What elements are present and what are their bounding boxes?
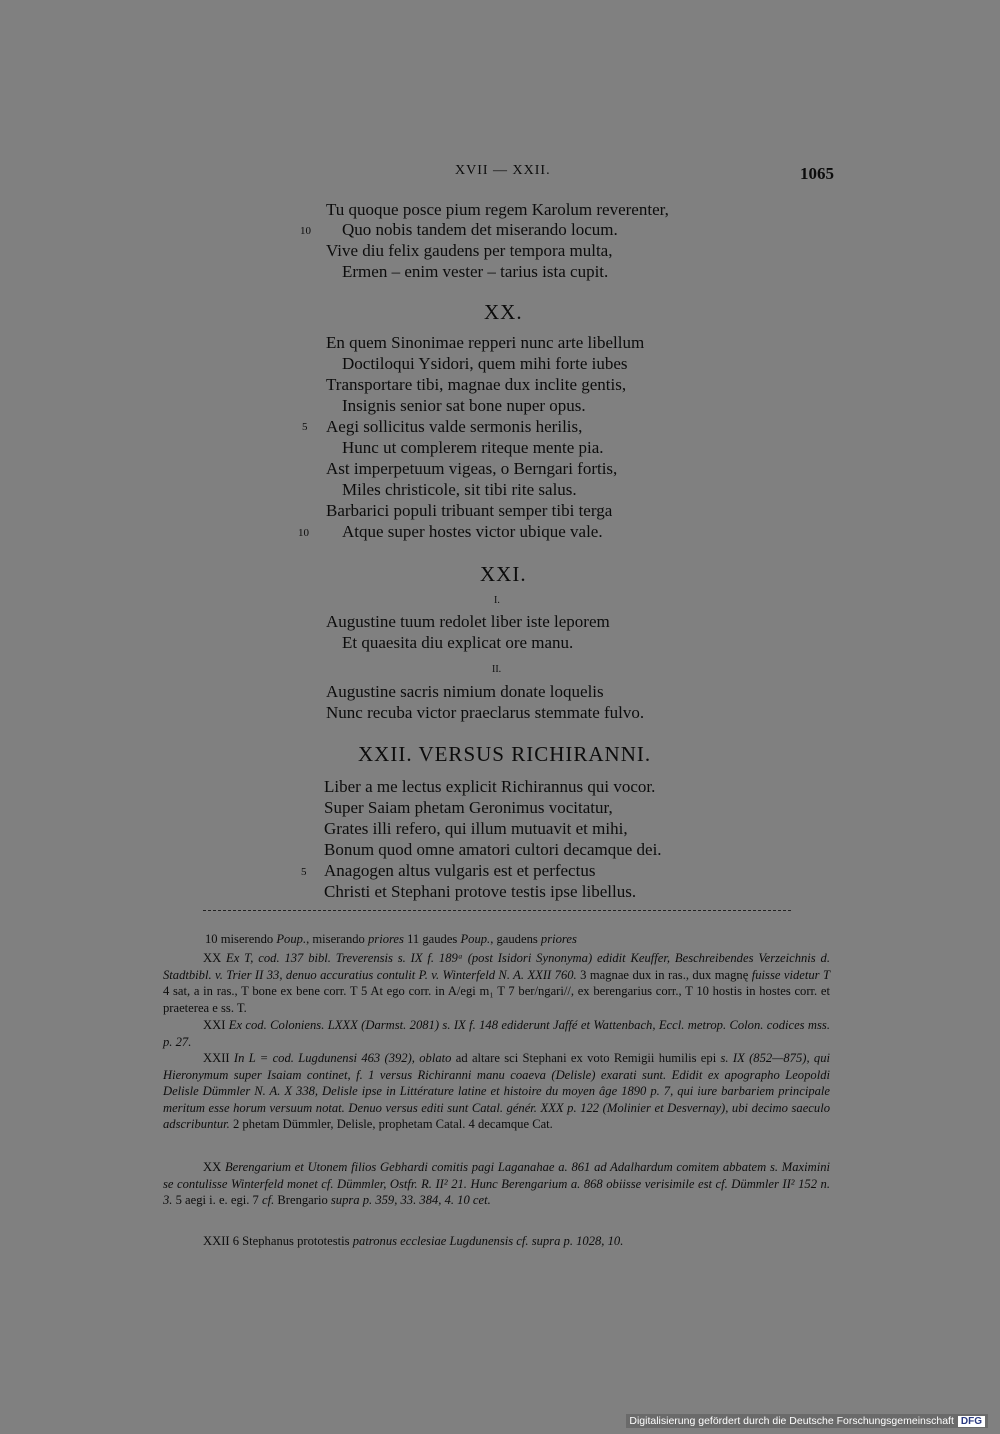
page-number: 1065 [800,164,834,183]
verse-line: Grates illi refero, qui illum mutuavit et mihi, [324,819,628,838]
line-number: 10 [298,527,309,539]
dfg-logo-icon: DFG [958,1416,985,1427]
apparatus-note-xix: 10 miserendo Poup., miserando priores 11 gaudes Poup., gaudens priores [205,932,577,946]
section-heading-xxi: XXI. [480,562,527,586]
verse-line: Augustine sacris nimium donate loquelis [326,682,604,701]
line-number: 5 [302,421,308,433]
apparatus-note-xxii: XXII In L = cod. Lugdunensi 463 (392), oblato ad altare sci Stephani ex voto Remigii humilis epi s. IX (852—875), qui Hieronymum super Isaiam continet, f. 1 versus Richiranni manu coaeva (Delisle) exarati sunt. Edidit ex apographo Leopoldi Delisle Dümmler N. A. X 338, Delisle ipse in Littérature latine et histoire du moyen âge 1890 p. 7, qui iure barbariem principale meritum esse horum versuum notat. Denuo versus editi sunt Catal. génér. XXX p. 122 (Molinier et Desvernay), ubi decimo saeculo adscribuntur. 2 phetam Dümmler, Delisle, prophetam Catal. 4 decamque Cat. [163,1051,830,1132]
verse-line: Christi et Stephani protove testis ipse libellus. [324,882,637,901]
commentary-note-xxii: XXII 6 Stephanus prototestis patronus ecclesiae Lugdunensis cf. supra p. 1028, 10. [203,1234,624,1248]
verse-line: Insignis senior sat bone nuper opus. [342,396,586,415]
verse-line: Et quaesita diu explicat ore manu. [342,633,574,652]
apparatus-note-xxi: XXI Ex cod. Coloniens. LXXX (Darmst. 2081) s. IX f. 148 ediderunt Jaffé et Wattenbach, Eccl. metrop. Colon. codices mss. p. 27. [163,1018,830,1049]
verse-line: Tu quoque posce pium regem Karolum reverenter, [326,200,669,219]
verse-line: Liber a me lectus explicit Richirannus qui vocor. [324,777,656,796]
running-header: XVII — XXII. [455,163,551,178]
verse-line: Nunc recuba victor praeclarus stemmate fulvo. [326,703,645,722]
verse-line: Bonum quod omne amatori cultori decamque dei. [324,840,662,859]
line-number: 10 [300,225,311,237]
line-number: 5 [301,866,307,878]
apparatus-note-xx: XX Ex T, cod. 137 bibl. Treverensis s. IX f. 189ᵃ (post Isidori Synonyma) edidit Keuffer, Beschreibendes Verzeichnis d. Stadtbibl. v. Trier II 33, denuo accuratius contulit P. v. Winterfeld N. A. XXII 760. 3 magnae dux in ras., dux magnę fuisse videtur T 4 sat, a in ras., T bone ex bene corr. T 5 At ego corr. in A/egi m₁ T 7 ber/ngari//, ex berengarius corr., T 10 hostis in hostes corr. et praeterea e ss. T. [163,951,830,1015]
verse-line: Transportare tibi, magnae dux inclite gentis, [326,375,627,394]
verse-line: Doctiloqui Ysidori, quem mihi forte iubes [342,354,628,373]
verse-line: Vive diu felix gaudens per tempora multa, [326,241,613,260]
verse-line: En quem Sinonimae repperi nunc arte libellum [326,333,645,352]
verse-line: Augustine tuum redolet liber iste leporem [326,612,610,631]
verse-line: Quo nobis tandem det miserando locum. [342,220,618,239]
verse-line: Hunc ut complerem riteque mente pia. [342,438,604,457]
verse-line: Atque super hostes victor ubique vale. [342,522,603,541]
funding-footer [626,1414,988,1428]
verse-line: Ermen – enim vester – tarius ista cupit. [342,262,609,281]
verse-line: Miles christicole, sit tibi rite salus. [342,480,577,499]
verse-line: Super Saiam phetam Geronimus vocitatur, [324,798,613,817]
section-heading-xx: XX. [484,300,523,324]
funding-text: Digitalisierung gefördert durch die Deutsche Forschungsgemeinschaft [629,1415,954,1427]
part-label: II. [492,664,502,675]
verse-line: Aegi sollicitus valde sermonis herilis, [326,417,583,436]
verse-line: Anagogen altus vulgaris est et perfectus [324,861,596,880]
part-label: I. [494,595,500,606]
verse-line: Ast imperpetuum vigeas, o Berngari fortis, [326,459,618,478]
verse-line: Barbarici populi tribuant semper tibi terga [326,501,613,520]
commentary-note-xx: XX Berengarium et Utonem filios Gebhardi comitis pagi Laganahae a. 861 ad Adalhardum comitem abbatem s. Maximini se contulisse Winterfeld monet cf. Dümmler, Ostfr. R. II² 21. Hunc Berengarium a. 868 obiisse verisimile est cf. Dümmler II² 152 n. 3. 5 aegi i. e. egi. 7 cf. Brengario supra p. 359, 33. 384, 4. 10 cet. [163,1160,830,1208]
footnote-divider [203,910,791,911]
section-heading-xxii: XXII. VERSUS RICHIRANNI. [358,742,652,766]
